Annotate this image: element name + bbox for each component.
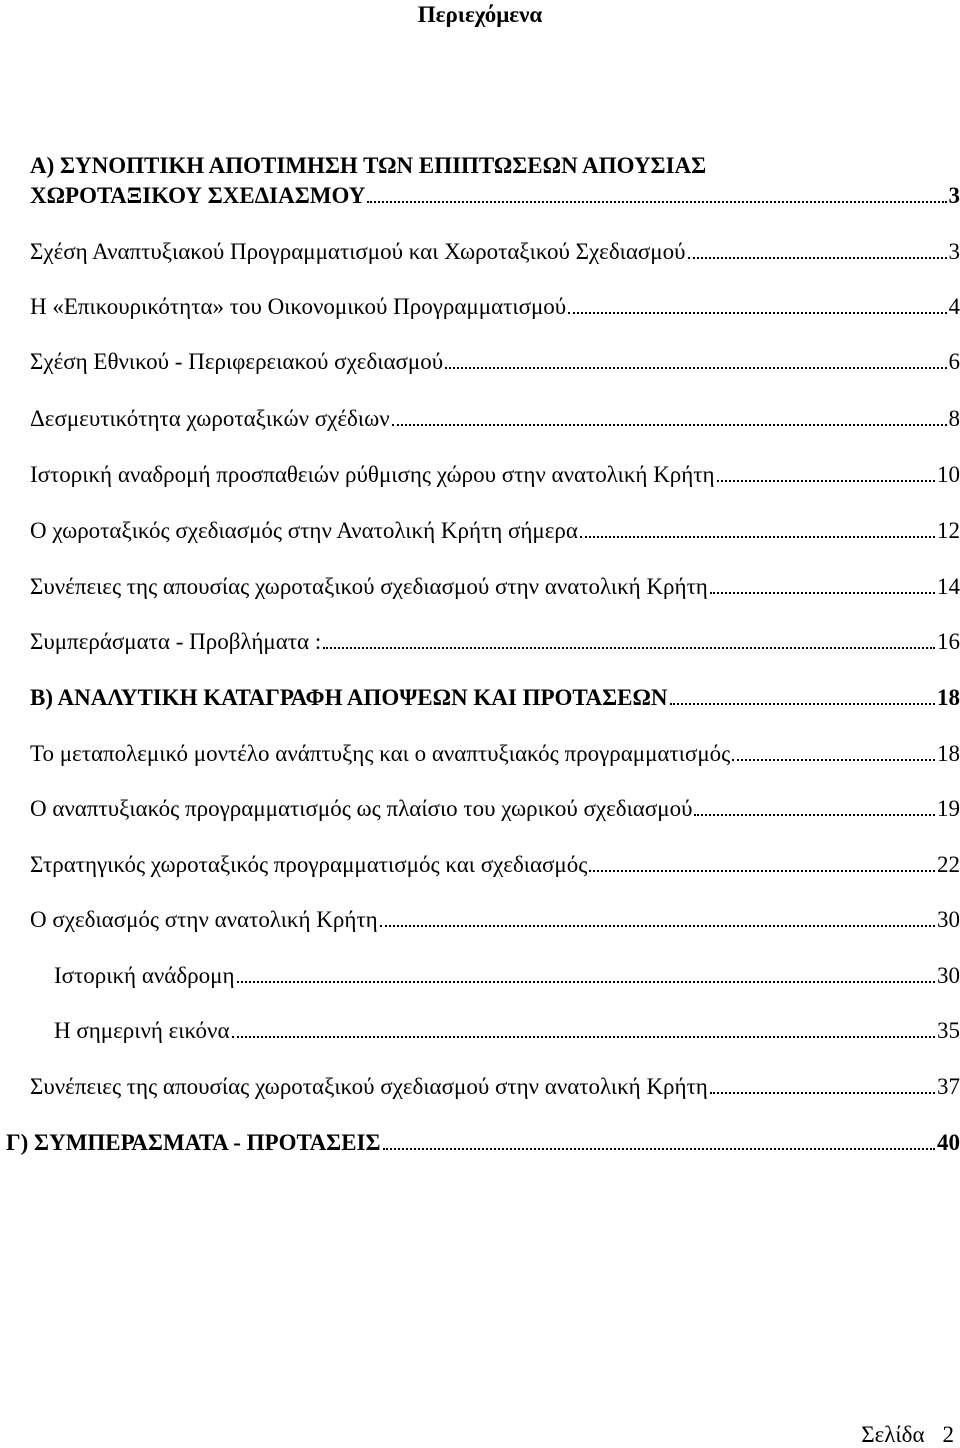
- toc-entry-text: Συνέπειες της απουσίας χωροταξικού σχεδιασμού στην ανατολική Κρήτη: [30, 1073, 708, 1100]
- toc-entry[interactable]: [30, 517, 960, 544]
- toc-page-number: 10: [937, 461, 960, 488]
- toc-entry-text: Ιστορική αναδρομή προσπαθειών ρύθμισης χώρου στην ανατολική Κρήτη: [30, 461, 715, 488]
- toc-entry[interactable]: [30, 573, 960, 600]
- toc-entry-text-line1: Α) ΣΥΝΟΠΤΙΚΗ ΑΠΟΤΙΜΗΣΗ ΤΩΝ ΕΠΙΠΤΩΣΕΩΝ ΑΠΟΥΣΙΑΣ: [30, 152, 960, 179]
- dot-leader: [732, 759, 935, 761]
- dot-leader: [237, 981, 935, 983]
- dot-leader: [580, 536, 935, 538]
- toc-entry[interactable]: [30, 405, 960, 432]
- toc-page-number: 35: [937, 1017, 960, 1044]
- toc-entry[interactable]: [30, 348, 960, 375]
- toc-entry-text: Ιστορική ανάδρομη: [54, 962, 235, 989]
- toc-entry-section-c[interactable]: [6, 1129, 960, 1156]
- dot-leader: [688, 257, 947, 259]
- toc-entry-text: Δεσμευτικότητα χωροταξικών σχέδιων: [30, 405, 390, 432]
- dot-leader: [392, 424, 947, 426]
- page-footer: [861, 1422, 954, 1448]
- toc-page-number: 3: [949, 238, 960, 265]
- toc-entry[interactable]: [30, 628, 960, 655]
- toc-page-number: 30: [937, 906, 960, 933]
- toc-page-number: 18: [937, 740, 960, 767]
- toc-entry-text: ΧΩΡΟΤΑΞΙΚΟΥ ΣΧΕΔΙΑΣΜΟΥ: [30, 182, 365, 209]
- toc-entry[interactable]: [30, 906, 960, 933]
- toc-entry-section-b[interactable]: [30, 684, 960, 711]
- toc-entry-section-a[interactable]: [30, 152, 960, 209]
- dot-leader: [232, 1036, 936, 1038]
- toc-page-number: 14: [937, 573, 960, 600]
- dot-leader: [670, 703, 935, 705]
- toc-page-number: 18: [937, 684, 960, 711]
- toc-entry-text: Ο χωροταξικός σχεδιασμός στην Ανατολική Κρήτη σήμερα: [30, 517, 578, 544]
- dot-leader: [383, 1148, 935, 1150]
- toc-page-number: 40: [937, 1129, 960, 1156]
- toc-entry-text: Η «Επικουρικότητα» του Οικονομικού Προγραμματισμού: [30, 293, 566, 320]
- toc-subentry[interactable]: [54, 962, 960, 989]
- page-title: Περιεχόμενα: [0, 0, 960, 30]
- dot-leader: [380, 925, 935, 927]
- toc-entry-text: Σχέση Εθνικού - Περιφερειακού σχεδιασμού: [30, 348, 443, 375]
- dot-leader: [367, 201, 946, 203]
- toc-entry-text: Ο αναπτυξιακός προγραμματισμός ως πλαίσιο του χωρικού σχεδιασμού: [30, 795, 692, 822]
- dot-leader: [694, 814, 935, 816]
- toc-page-number: 16: [937, 628, 960, 655]
- toc-page-number: 6: [949, 348, 960, 375]
- footer-page-label: Σελίδα: [861, 1422, 924, 1447]
- toc-entry-text: Το μεταπολεμικό μοντέλο ανάπτυξης και ο αναπτυξιακός προγραμματισμός: [30, 740, 730, 767]
- toc-subentry[interactable]: [54, 1017, 960, 1044]
- dot-leader: [717, 480, 935, 482]
- toc-page-number: 4: [949, 293, 960, 320]
- toc-entry-text: Στρατηγικός χωροταξικός προγραμματισμός και σχεδιασμός: [30, 851, 587, 878]
- toc-page-number: 8: [949, 405, 960, 432]
- toc-entry[interactable]: [30, 1073, 960, 1100]
- toc-entry[interactable]: [30, 795, 960, 822]
- toc-page-number: 30: [937, 962, 960, 989]
- toc-entry[interactable]: [30, 238, 960, 265]
- dot-leader: [445, 367, 946, 369]
- toc-page-number: 3: [949, 182, 960, 209]
- toc-page-number: 19: [937, 795, 960, 822]
- toc-entry[interactable]: [30, 851, 960, 878]
- toc-entry[interactable]: [30, 461, 960, 488]
- footer-page-number: 2: [943, 1422, 955, 1447]
- dot-leader: [589, 870, 935, 872]
- toc-entry-text: Η σημερινή εικόνα: [54, 1017, 230, 1044]
- dot-leader: [710, 592, 935, 594]
- toc-entry[interactable]: [30, 740, 960, 767]
- toc-entry-text: Ο σχεδιασμός στην ανατολική Κρήτη: [30, 906, 378, 933]
- toc-entry-text: Συνέπειες της απουσίας χωροταξικού σχεδιασμού στην ανατολική Κρήτη: [30, 573, 708, 600]
- toc-entry-text: Σχέση Αναπτυξιακού Προγραμματισμού και Χωροταξικού Σχεδιασμού: [30, 238, 686, 265]
- dot-leader: [710, 1092, 935, 1094]
- toc-entry-text: Συμπεράσματα - Προβλήματα :: [30, 628, 321, 655]
- toc-page-number: 37: [937, 1073, 960, 1100]
- dot-leader: [568, 312, 946, 314]
- toc-page-number: 12: [937, 517, 960, 544]
- dot-leader: [323, 647, 935, 649]
- toc-entry-text: Β) ΑΝΑΛΥΤΙΚΗ ΚΑΤΑΓΡΑΦΗ ΑΠΟΨΕΩΝ ΚΑΙ ΠΡΟΤΑΣΕΩΝ: [30, 684, 668, 711]
- toc-page-number: 22: [937, 851, 960, 878]
- toc-entry[interactable]: [30, 293, 960, 320]
- toc-entry-text: Γ) ΣΥΜΠΕΡΑΣΜΑΤΑ - ΠΡΟΤΑΣΕΙΣ: [6, 1129, 381, 1156]
